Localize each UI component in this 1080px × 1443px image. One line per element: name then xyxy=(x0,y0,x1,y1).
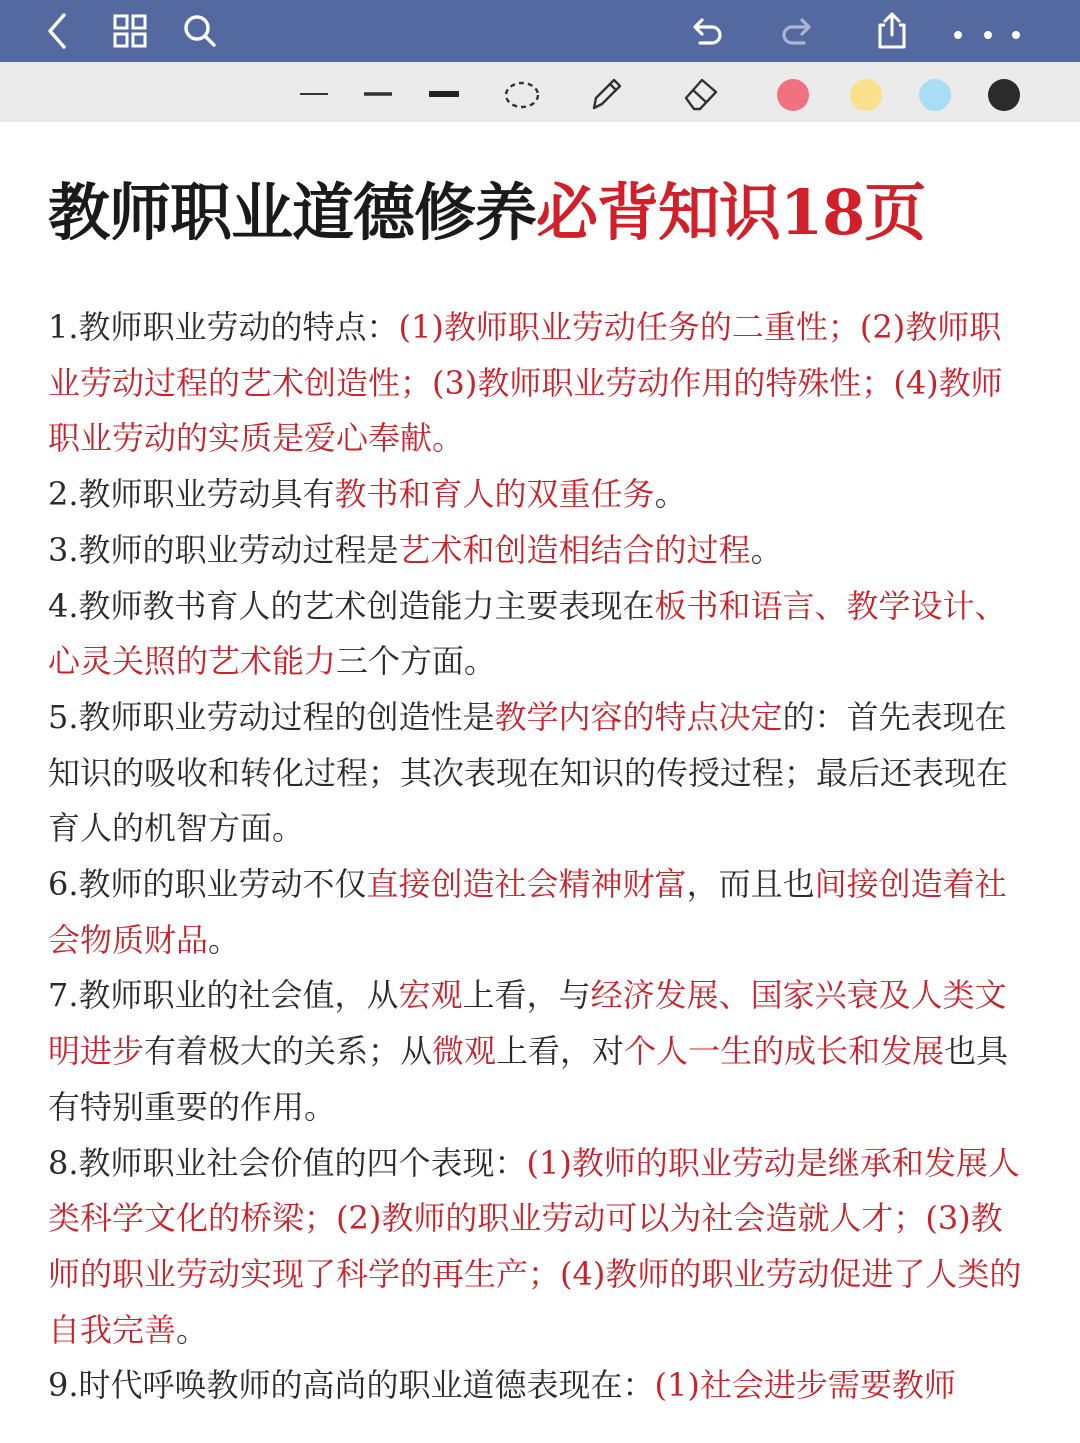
pencil-icon[interactable] xyxy=(586,72,626,112)
highlight-text: (1)教师的职业劳动是继承和发展人类科学文化的桥梁；(2)教师的职业劳动可以为社会造就人才；(3)教师的职业劳动实现了科学的再生产；(4)教师的职业劳动促进了人类的自我完善 xyxy=(48,1143,1022,1349)
body-text: 8.教师职业社会价值的四个表现： xyxy=(48,1143,527,1182)
knowledge-item xyxy=(48,690,1033,857)
highlight-text: 板书和语言、教学设计、心灵关照的艺术能力 xyxy=(48,586,1007,681)
title-red: 必背知识18页 xyxy=(536,176,926,249)
knowledge-item xyxy=(48,523,1033,579)
highlight-text: 艺术和创造相结合的过程 xyxy=(398,530,751,569)
body-text: 9.时代呼唤教师的高尚的职业道德表现在： xyxy=(48,1366,655,1405)
body-text: 。 xyxy=(208,920,241,959)
share-icon[interactable] xyxy=(872,11,912,51)
body-text: 4.教师教书育人的艺术创造能力主要表现在 xyxy=(48,586,655,625)
body-text: 6.教师的职业劳动不仅 xyxy=(48,865,367,904)
body-text: 上看，对 xyxy=(496,1032,625,1071)
knowledge-item xyxy=(48,857,1033,968)
highlight-text: 宏观 xyxy=(398,976,463,1015)
body-text: 三个方面。 xyxy=(336,642,497,681)
top-nav-bar xyxy=(0,0,1080,62)
color-swatch-blue[interactable] xyxy=(919,79,951,111)
knowledge-item xyxy=(48,968,1033,1135)
body-text: 的：首先表现在知识的吸收和转化过程；其次表现在知识的传授过程；最后还表现在育人的机智方面。 xyxy=(48,697,1009,848)
highlight-text: 经济发展、国家兴衰及人类文明进步 xyxy=(48,976,1007,1071)
highlight-text: 直接创造社会精神财富 xyxy=(366,865,687,904)
drawing-toolbar xyxy=(0,62,1080,122)
highlight-text: 间接创造着社会物质财品 xyxy=(48,865,1007,959)
body-text: 上看，与 xyxy=(462,976,591,1015)
highlight-text: 教学内容的特点决定 xyxy=(494,697,783,736)
body-text: 。 xyxy=(750,530,783,569)
body-text: 也具有特别重要的作用。 xyxy=(48,1032,1009,1126)
knowledge-item xyxy=(48,467,1033,523)
body-text: 有着极大的关系；从 xyxy=(144,1032,433,1071)
redo-icon[interactable] xyxy=(778,11,818,51)
body-text: 7.教师职业的社会值，从 xyxy=(48,976,399,1015)
document-body xyxy=(48,300,1033,1414)
undo-icon[interactable] xyxy=(686,11,726,51)
search-icon[interactable] xyxy=(180,11,220,51)
lasso-icon[interactable] xyxy=(502,72,542,112)
body-text: 5.教师职业劳动过程的创造性是 xyxy=(48,697,495,736)
body-text: 。 xyxy=(654,475,687,514)
knowledge-item xyxy=(48,300,1033,467)
back-icon[interactable] xyxy=(38,11,78,51)
color-swatch-pink[interactable] xyxy=(777,79,809,111)
body-text: ，而且也 xyxy=(686,865,815,904)
body-text: 3.教师的职业劳动过程是 xyxy=(48,530,399,569)
knowledge-item xyxy=(48,1136,1033,1359)
pen-thick-icon[interactable] xyxy=(424,72,464,112)
highlight-text: 教书和育人的双重任务 xyxy=(334,475,655,514)
highlight-text: 个人一生的成长和发展 xyxy=(624,1032,945,1071)
body-text: 2.教师职业劳动具有 xyxy=(48,475,335,514)
highlight-text: 微观 xyxy=(432,1032,497,1071)
page-title xyxy=(48,168,1058,258)
more-icon[interactable] xyxy=(950,11,1026,51)
highlight-text: (1)教师职业劳动任务的二重性；(2)教师职业劳动过程的艺术创造性；(3)教师职业劳动作用的特殊性；(4)教师职业劳动的实质是爱心奉献。 xyxy=(48,308,1003,458)
pen-thin-icon[interactable] xyxy=(294,72,334,112)
body-text: 。 xyxy=(176,1310,209,1349)
eraser-icon[interactable] xyxy=(680,72,720,112)
color-swatch-yellow[interactable] xyxy=(850,79,882,111)
highlight-text: (1)社会进步需要教师 xyxy=(654,1366,956,1405)
grid-icon[interactable] xyxy=(110,11,150,51)
body-text: 1.教师职业劳动的特点： xyxy=(48,308,399,346)
pen-medium-icon[interactable] xyxy=(358,72,398,112)
color-swatch-black[interactable] xyxy=(988,79,1020,111)
knowledge-item xyxy=(48,579,1033,690)
knowledge-item xyxy=(48,1358,1033,1414)
title-black: 教师职业道德修养 xyxy=(48,176,537,249)
